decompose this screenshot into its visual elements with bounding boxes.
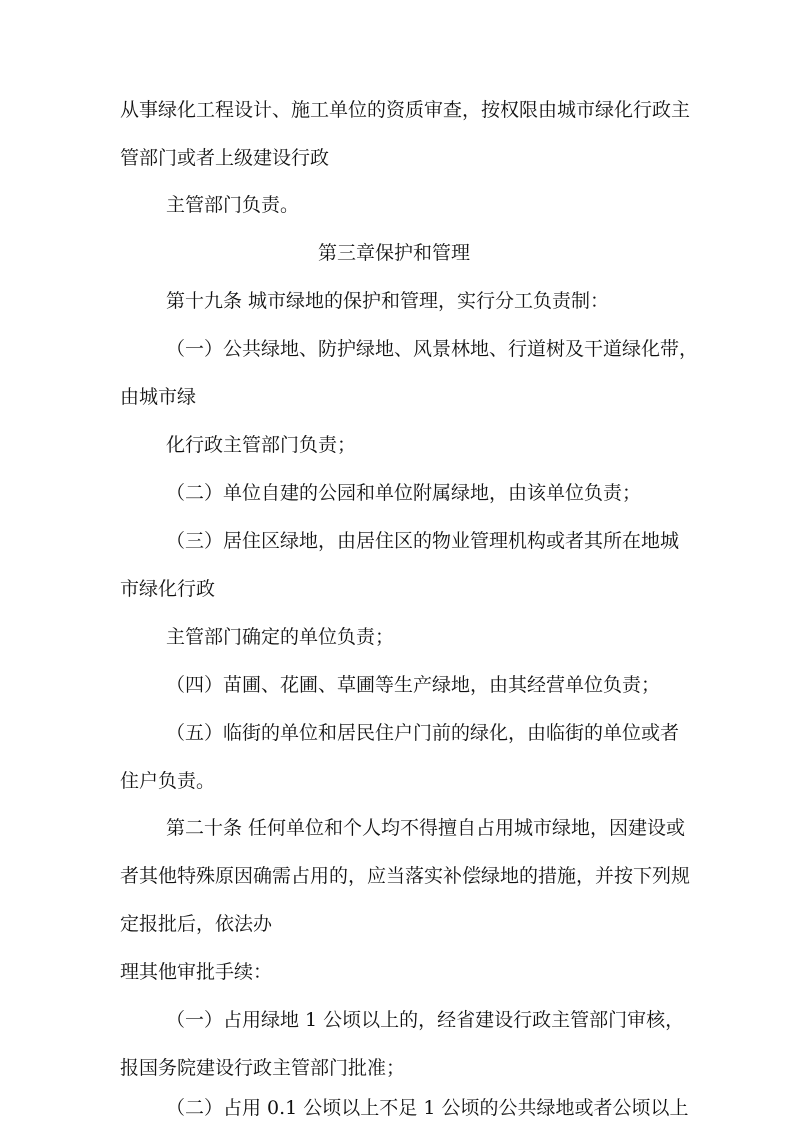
text-line-3: 主管部门负责。: [166, 194, 300, 216]
article-19-heading: 第十九条 城市绿地的保护和管理，实行分工负责制：: [166, 290, 610, 312]
text-line-21: 报国务院建设行政主管部门批准；: [120, 1057, 406, 1079]
text-line-12: 主管部门确定的单位负责；: [166, 626, 395, 648]
text-line-10: （三）居住区绿地，由居住区的物业管理机构或者其所在地城: [166, 530, 680, 552]
text-line-9: （二）单位自建的公园和单位附属绿地，由该单位负责；: [166, 482, 642, 504]
text-line-20: （一）占用绿地 1 公顷以上的，经省建设行政主管部门审核，: [166, 1009, 685, 1031]
text-line-15: 住户负责。: [120, 770, 216, 792]
text-line-11: 市绿化行政: [120, 578, 216, 600]
text-line-7: 由城市绿: [120, 386, 197, 408]
text-line-13: （四）苗圃、花圃、草圃等生产绿地，由其经营单位负责；: [166, 674, 661, 696]
text-line-8: 化行政主管部门负责；: [166, 434, 357, 456]
text-line-2: 管部门或者上级建设行政: [120, 147, 330, 169]
text-line-19: 理其他审批手续：: [120, 961, 273, 983]
text-line-14: （五）临街的单位和居民住户门前的绿化，由临街的单位或者: [166, 722, 680, 744]
text-line-18: 定报批后，依法办: [120, 913, 273, 935]
text-line-6: （一）公共绿地、防护绿地、风景林地、行道树及干道绿化带，: [166, 338, 699, 360]
text-line-1: 从事绿化工程设计、施工单位的资质审查，按权限由城市绿化行政主: [120, 99, 691, 121]
text-line-17: 者其他特殊原因确需占用的，应当落实补偿绿地的措施，并按下列规: [120, 865, 691, 887]
text-line-22: （二）占用 0.1 公顷以上不足 1 公顷的公共绿地或者公顷以上: [166, 1097, 689, 1119]
article-20-heading: 第二十条 任何单位和个人均不得擅自占用城市绿地，因建设或: [166, 817, 686, 839]
chapter-heading: 第三章保护和管理: [318, 242, 471, 264]
